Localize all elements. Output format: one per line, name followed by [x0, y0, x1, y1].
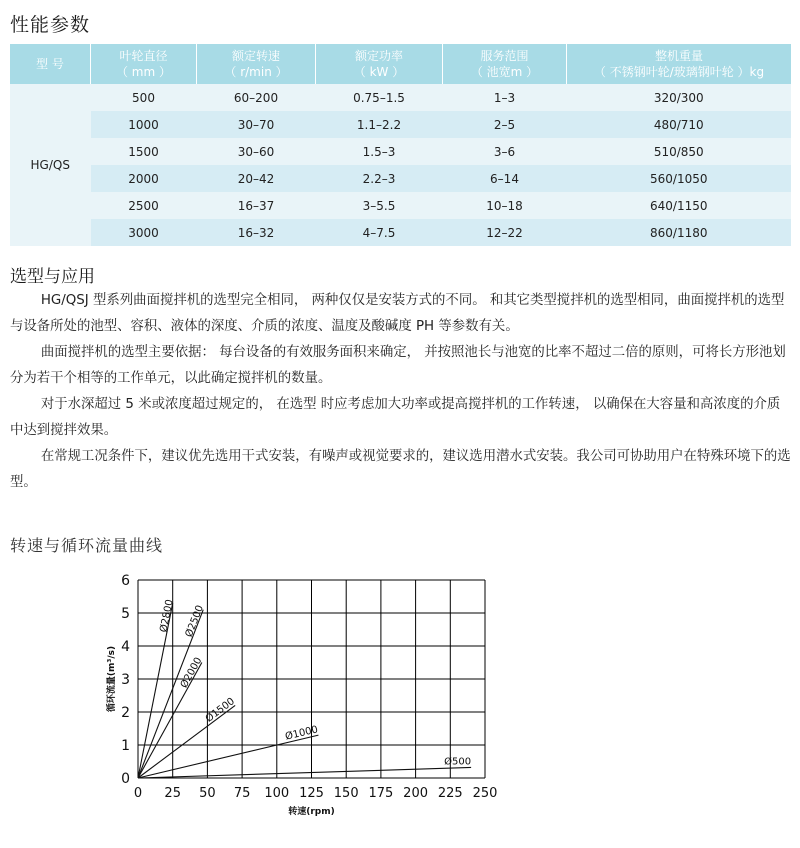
y-tick-label: 6	[121, 573, 130, 589]
cell-power: 4–7.5	[316, 219, 443, 246]
cell-weight: 320/300	[567, 84, 792, 111]
model-cell: HG/QS	[10, 84, 91, 246]
selection-text	[10, 288, 792, 496]
cell-speed: 16–32	[197, 219, 316, 246]
cell-power: 3–5.5	[316, 192, 443, 219]
paragraph: HG/QSJ 型系列曲面搅拌机的选型完全相同， 两种仅仅是安装方式的不同。 和其它类型搅拌机的选型相同，曲面搅拌机的选型与设备所处的池型、容积、液体的深度、介质的浓度、温度及酸碱度 PH 等参数有关。	[10, 293, 785, 334]
x-tick-label: 175	[368, 786, 394, 801]
header-range: 服务范围 （ 池宽m ）	[443, 44, 567, 84]
header-diameter: 叶轮直径 （ mm ）	[91, 44, 197, 84]
header-speed: 额定转速 （ r/min ）	[197, 44, 316, 84]
x-tick-label: 100	[264, 786, 290, 801]
series-line	[138, 767, 471, 778]
cell-diameter: 2000	[91, 165, 197, 192]
cell-weight: 560/1050	[567, 165, 792, 192]
paragraph: 在常规工况条件下，建议优先选用干式安装，有噪声或视觉要求的，建议选用潜水式安装。我公司可协助用户在特殊环境下的选型。	[10, 449, 791, 490]
y-tick-label: 1	[121, 738, 130, 754]
y-axis-title: 循环流量(m³/s)	[107, 645, 117, 713]
series-label: Ø1500	[203, 695, 237, 725]
table-row	[10, 192, 791, 219]
cell-power: 1.5–3	[316, 138, 443, 165]
series-label: Ø2000	[178, 655, 205, 691]
x-tick-label: 50	[199, 786, 216, 801]
y-tick-label: 3	[121, 672, 130, 688]
x-tick-label: 150	[333, 786, 359, 801]
cell-diameter: 2500	[91, 192, 197, 219]
cell-diameter: 1500	[91, 138, 197, 165]
cell-power: 2.2–3	[316, 165, 443, 192]
table-row	[10, 84, 791, 111]
header-power: 额定功率 （ kW ）	[316, 44, 443, 84]
paragraph: 对于水深超过 5 米或浓度超过规定的， 在选型 时应考虑加大功率或提高搅拌机的工作转速， 以确保在大容量和高浓度的介质中达到搅拌效果。	[10, 397, 781, 438]
cell-diameter: 3000	[91, 219, 197, 246]
y-tick-label: 5	[121, 606, 130, 622]
x-tick-label: 0	[133, 786, 143, 801]
table-row	[10, 138, 791, 165]
x-tick-label: 125	[299, 786, 324, 801]
cell-range: 6–14	[443, 165, 567, 192]
cell-power: 1.1–2.2	[316, 111, 443, 138]
cell-diameter: 1000	[91, 111, 197, 138]
y-tick-label: 2	[121, 705, 130, 721]
cell-range: 12–22	[443, 219, 567, 246]
cell-speed: 16–37	[197, 192, 316, 219]
cell-speed: 60–200	[197, 84, 316, 111]
cell-weight: 860/1180	[567, 219, 792, 246]
spec-body	[10, 84, 791, 246]
header-weight: 整机重量 （ 不锈钢叶轮/玻璃钢叶轮 ）kg	[567, 44, 792, 84]
paragraph: 曲面搅拌机的选型主要依据： 每台设备的有效服务面积来确定， 并按照池长与池宽的比率不超过二倍的原则，可将长方形池划分为若干个相等的工作单元，以此确定搅拌机的数量。	[10, 345, 786, 386]
cell-diameter: 500	[91, 84, 197, 111]
curve-title: 转速与循环流量曲线	[10, 536, 164, 555]
speed-flow-chart	[100, 568, 510, 818]
selection-title: 选型与应用	[10, 267, 95, 287]
series-label: Ø500	[444, 756, 472, 768]
series-label: Ø1000	[284, 724, 320, 743]
cell-power: 0.75–1.5	[316, 84, 443, 111]
x-tick-label: 200	[403, 786, 429, 801]
cell-speed: 30–70	[197, 111, 316, 138]
x-tick-label: 25	[164, 786, 181, 801]
cell-weight: 480/710	[567, 111, 792, 138]
cell-speed: 20–42	[197, 165, 316, 192]
cell-range: 2–5	[443, 111, 567, 138]
x-tick-label: 75	[233, 786, 251, 801]
series-label: Ø2800	[158, 598, 176, 634]
table-row	[10, 111, 791, 138]
y-tick-label: 0	[121, 771, 130, 787]
x-axis-title: 转速(rpm)	[288, 807, 335, 817]
x-tick-label: 250	[472, 786, 498, 801]
cell-range: 10–18	[443, 192, 567, 219]
cell-speed: 30–60	[197, 138, 316, 165]
y-tick-label: 4	[121, 639, 130, 655]
cell-range: 1–3	[443, 84, 567, 111]
series-label: Ø2500	[183, 603, 207, 639]
table-row	[10, 165, 791, 192]
table-row	[10, 219, 791, 246]
cell-weight: 640/1150	[567, 192, 792, 219]
x-tick-label: 225	[437, 786, 463, 801]
spec-table	[10, 44, 791, 246]
header-model: 型 号	[10, 44, 91, 84]
cell-weight: 510/850	[567, 138, 792, 165]
cell-range: 3–6	[443, 138, 567, 165]
spec-header-row	[10, 44, 791, 84]
spec-title: 性能参数	[10, 14, 91, 36]
